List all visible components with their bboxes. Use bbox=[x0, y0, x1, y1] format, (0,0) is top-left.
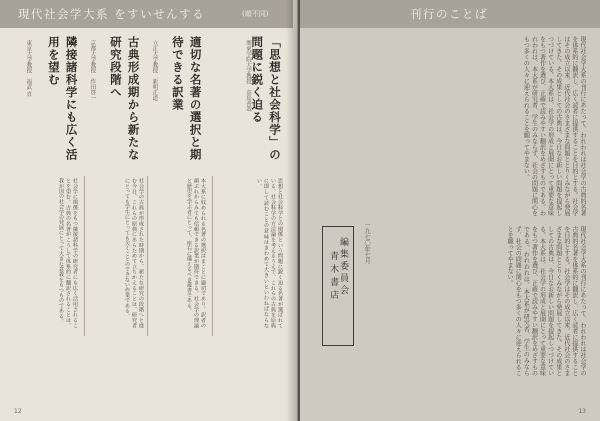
column-divider bbox=[212, 176, 213, 336]
recommendation-1-affiliation: 東京大学教授 bbox=[25, 40, 32, 73]
left-header-band bbox=[0, 0, 293, 28]
editorial-committee: 編集委員会 bbox=[338, 237, 348, 297]
recommendation-3-author: 新明正道 bbox=[151, 78, 158, 101]
recommendation-1-byline bbox=[24, 40, 31, 160]
column-divider bbox=[84, 176, 85, 336]
recommendation-2-headline: 古典形成期から新たな研究段階へ bbox=[108, 36, 141, 161]
recommendation-3-headline: 適切な名著の選択と期待できる訳業 bbox=[170, 36, 203, 161]
left-page-number: 12 bbox=[14, 408, 22, 415]
recommendation-3-byline bbox=[150, 40, 157, 160]
right-page-number: 13 bbox=[578, 408, 586, 415]
recommendation-4-headline: 「思想と社会科学」の問題に鋭く迫る bbox=[250, 36, 282, 161]
publisher-name: 青木書店 bbox=[328, 251, 339, 303]
recommendation-3-affiliation: 立正大学教授 bbox=[151, 40, 158, 73]
right-page bbox=[300, 0, 600, 421]
right-header-title: 刊行のことば bbox=[410, 7, 488, 21]
recommendation-2-body: 社会学の古典が形成された時期から、新たな研究の段階へと進む今日、これらの原典にあらためて立ちかえることは、研究者にとっても学生にとっても欠くことのできない作業である。 bbox=[123, 178, 144, 328]
recommendation-4-body: 思想と社会科学との関係という問題に鋭く迫る名著が選ばれている。社会科学の方法論を考えるうえで、これらの古典を原典に即して読むことの意味はきわめて大きいといわねばならない。 bbox=[255, 178, 283, 328]
right-header-band bbox=[300, 0, 600, 28]
recommendation-4-affiliation: 関東学院大学教授 bbox=[245, 40, 251, 84]
preface-date: 一九七〇年七月 bbox=[363, 222, 371, 264]
preface-body-lower: 現代社会学大系の刊行にあたって、われわれは社会学の古典的名著を体系的に翻訳し、広く読者に提供することを目的とする。社会学はその成立以来、近代社会のさまざまな問題ととりくみながら発展してきた。その成果としての古典は、今日なお新しい問題を提起しつづけている。本大系は、社会学の形成と展開にとって重要な意味をもつ著作を選び、正確で読みやすい翻訳をめざすものである。われわれは、本大系が研究者、学生のみならず、社会の問題に関心をもつ多くの人々に迎えられることを願ってやまない。 bbox=[506, 226, 586, 376]
recommendation-1-body: 社会学に関係をもつ隣接諸科学の研究者にも広く活用されることを望む。古典の名著がこうして体系的に翻訳されることは、我が国の社会学の発展にとって大きな意義をもつものである。 bbox=[57, 178, 78, 328]
recommendation-3-body: 本大系に収められる名著の選択はまことに適切であり、訳者の顔ぶれからみても信頼できる訳業が期待できる。社会学の理論と歴史を学ぶ者にとって、座右に備えるべき叢書である。 bbox=[185, 178, 206, 328]
column-divider bbox=[147, 176, 148, 336]
left-header-subtitle: (順不同) bbox=[242, 10, 269, 18]
recommendation-1-headline: 隣接諸科学にも広く活用を望む bbox=[46, 36, 79, 161]
publisher-stamp bbox=[322, 226, 354, 346]
recommendation-4-author: 高島善哉 bbox=[245, 89, 251, 112]
gutter-shadow bbox=[286, 0, 300, 421]
recommendation-2-byline bbox=[88, 40, 95, 160]
preface-body-upper: 現代社会学大系の刊行にあたって、われわれは社会学の古典的名著を体系的に翻訳し、広く読者に提供することを目的とする。社会学はその成立以来、近代社会のさまざまな問題ととりくみながら発展してきた。その成果としての古典は、今日なお新しい問題を提起しつづけている。本大系は、社会学の形成と展開にとって重要な意味をもつ著作を選び、正確で読みやすい翻訳をめざすものである。われわれは、本大系が研究者、学生のみならず、社会の問題に関心をもつ多くの人々に迎えられることを願ってやまない。 bbox=[522, 36, 586, 216]
recommendation-1-author: 福武 直 bbox=[25, 78, 32, 97]
left-page bbox=[0, 0, 298, 421]
recommendation-2-author: 作田啓一 bbox=[89, 78, 96, 101]
left-header-title: 現代社会学大系 をすいせんする bbox=[18, 7, 206, 21]
recommendation-2-affiliation: 京都大学教授 bbox=[89, 40, 96, 73]
recommendation-4-byline bbox=[244, 40, 251, 160]
